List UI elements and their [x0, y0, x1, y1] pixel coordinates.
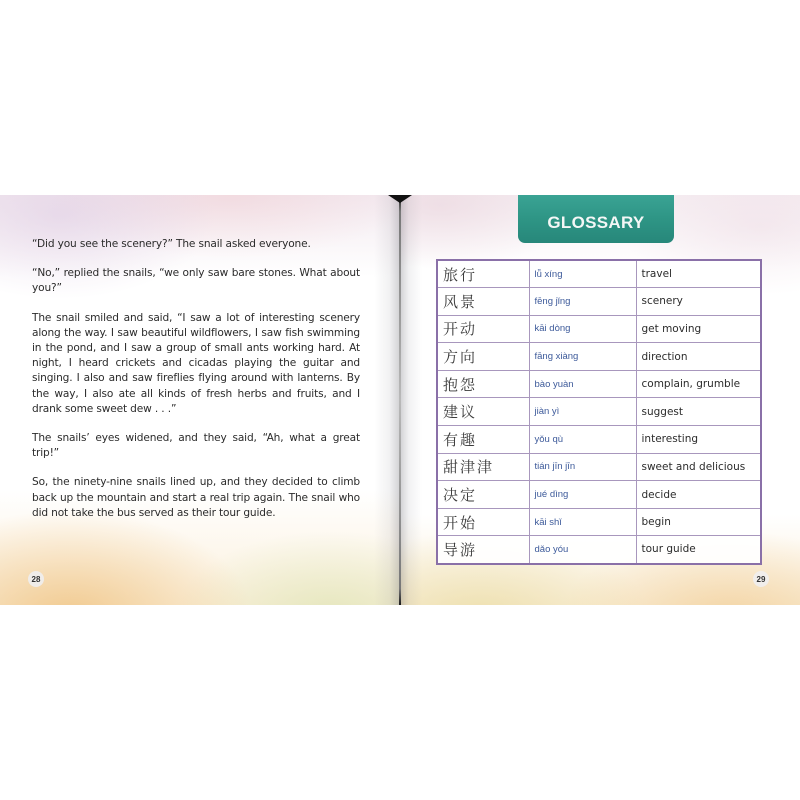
meaning-cell: begin	[636, 508, 761, 536]
pinyin-cell: fāng xiàng	[529, 343, 636, 371]
left-page	[0, 195, 400, 605]
hanzi-cell: 抱怨	[437, 370, 529, 398]
glossary-row	[437, 398, 761, 426]
story-paragraph: The snails’ eyes widened, and they said, “Ah, what a great trip!”	[32, 432, 360, 460]
story-paragraph: So, the ninety-nine snails lined up, and they decided to climb back up the mountain and start a real trip again. The snail who did not take the bus served as their tour guide.	[32, 476, 360, 519]
open-book-spread	[0, 195, 800, 605]
pinyin-cell: dǎo yóu	[529, 536, 636, 564]
pinyin-cell: kāi shǐ	[529, 508, 636, 536]
pinyin-cell: yǒu qù	[529, 426, 636, 454]
pinyin-cell: bào yuàn	[529, 370, 636, 398]
hanzi-cell: 决定	[437, 481, 529, 509]
hanzi-cell: 风景	[437, 288, 529, 316]
story-paragraph: “No,” replied the snails, “we only saw bare stones. What about you?”	[32, 267, 360, 295]
hanzi-cell: 方向	[437, 343, 529, 371]
glossary-header-tab	[518, 195, 674, 243]
hanzi-cell: 建议	[437, 398, 529, 426]
pinyin-cell: tián jīn jīn	[529, 453, 636, 481]
pinyin-cell: lǚ xíng	[529, 260, 636, 288]
meaning-cell: suggest	[636, 398, 761, 426]
book-spine	[399, 195, 401, 605]
glossary-row	[437, 536, 761, 564]
hanzi-cell: 甜津津	[437, 453, 529, 481]
meaning-cell: get moving	[636, 315, 761, 343]
meaning-cell: decide	[636, 481, 761, 509]
page-number-left: 28	[28, 571, 44, 587]
glossary-row	[437, 453, 761, 481]
hanzi-cell: 开动	[437, 315, 529, 343]
glossary-table	[436, 259, 762, 565]
glossary-row	[437, 343, 761, 371]
meaning-cell: interesting	[636, 426, 761, 454]
story-paragraph: “Did you see the scenery?” The snail asked everyone.	[32, 238, 311, 250]
hanzi-cell: 旅行	[437, 260, 529, 288]
meaning-cell: travel	[636, 260, 761, 288]
hanzi-cell: 导游	[437, 536, 529, 564]
story-paragraph: The snail smiled and said, “I saw a lot of interesting scenery along the way. I saw beautiful wildflowers, I saw fish swimming in the pond, and I saw a group of small ants working hard. At night, I heard crickets and cicadas playing the guitar and singing. I also and saw fireflies flying around with lanterns. By the way, I also ate all kinds of fresh herbs and fruits, and I drank some sweet dew . . .”	[32, 311, 360, 415]
glossary-row	[437, 288, 761, 316]
pinyin-cell: jiàn yì	[529, 398, 636, 426]
spine-shadow	[374, 195, 400, 605]
meaning-cell: direction	[636, 343, 761, 371]
glossary-title: GLOSSARY	[547, 213, 645, 232]
glossary-row	[437, 370, 761, 398]
right-page	[400, 195, 800, 605]
glossary-row	[437, 481, 761, 509]
meaning-cell: sweet and delicious	[636, 453, 761, 481]
page-number-right: 29	[753, 571, 769, 587]
glossary-row	[437, 260, 761, 288]
story-text	[32, 237, 360, 535]
spine-shadow	[400, 195, 422, 605]
meaning-cell: complain, grumble	[636, 370, 761, 398]
pinyin-cell: jué dìng	[529, 481, 636, 509]
glossary-row	[437, 315, 761, 343]
hanzi-cell: 有趣	[437, 426, 529, 454]
pinyin-cell: kāi dòng	[529, 315, 636, 343]
glossary-row	[437, 508, 761, 536]
meaning-cell: tour guide	[636, 536, 761, 564]
glossary-row	[437, 426, 761, 454]
meaning-cell: scenery	[636, 288, 761, 316]
pinyin-cell: fēng jǐng	[529, 288, 636, 316]
hanzi-cell: 开始	[437, 508, 529, 536]
